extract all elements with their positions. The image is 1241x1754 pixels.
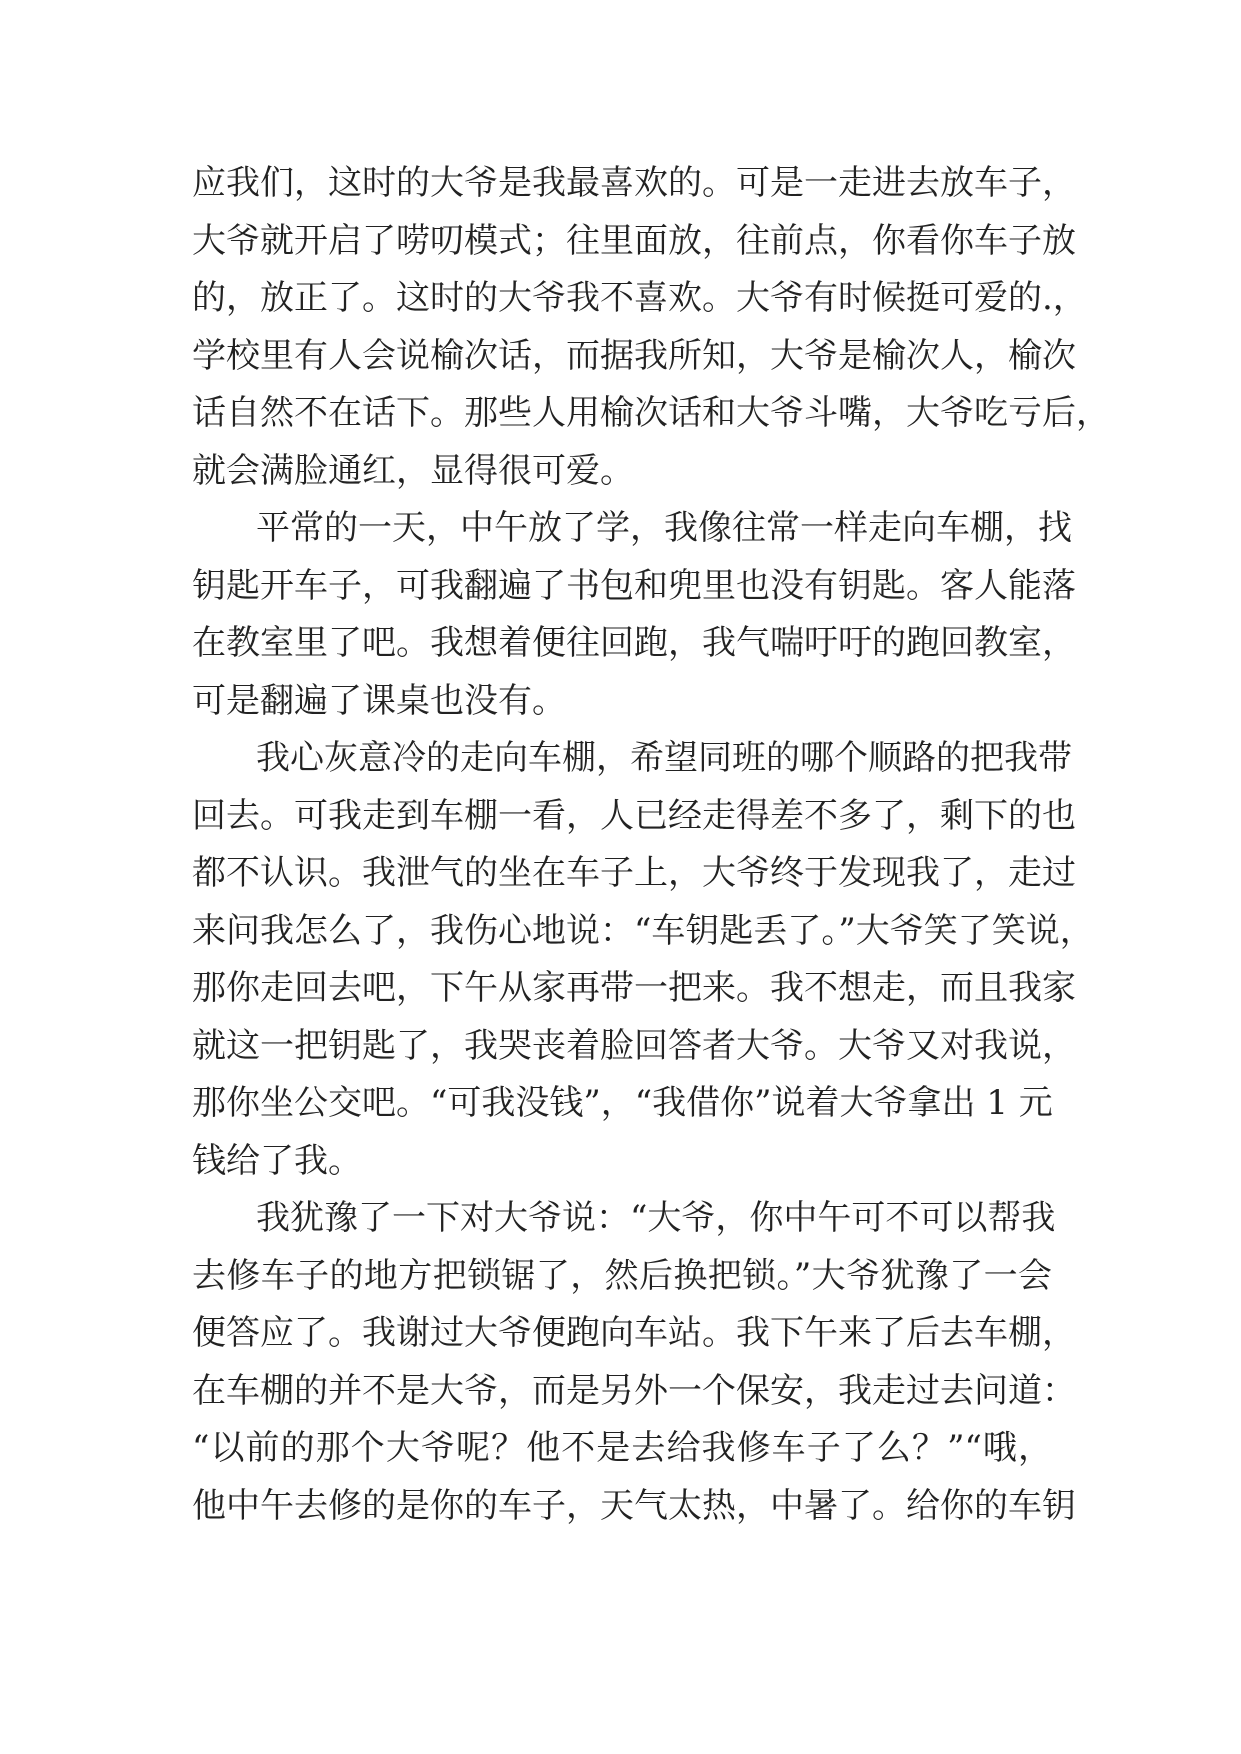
text-line: 那你坐公交吧。“可我没钱”，“我借你”说着大爷拿出 1 元 [192,1083,1053,1123]
paragraph-first-line: 我犹豫了一下对大爷说：“大爷，你中午可不可以帮我 [256,1198,1056,1238]
text-line: 应我们，这时的大爷是我最喜欢的。可是一走进去放车子， [192,163,1076,203]
text-line: 便答应了。我谢过大爷便跑向车站。我下午来了后去车棚， [192,1313,1076,1353]
text-line: “以前的那个大爷呢？他不是去给我修车子了么？”“哦， [192,1428,1052,1468]
text-line: 钥匙开车子，可我翻遍了书包和兜里也没有钥匙。客人能落 [192,565,1076,606]
paragraph-first-line: 我心灰意冷的走向车棚，希望同班的哪个顺路的把我带 [256,738,1072,778]
text-line: 就会满脸通红，显得很可爱。 [192,450,634,491]
text-line: 大爷就开启了唠叨模式；往里面放，往前点，你看你车子放 [192,220,1076,261]
text-line: 钱给了我。 [192,1140,362,1181]
text-line: 那你走回去吧，下午从家再带一把来。我不想走，而且我家 [192,968,1076,1008]
text-line: 在车棚的并不是大爷，而是另外一个保安，我走过去问道： [192,1370,1076,1411]
text-line: 他中午去修的是你的车子，天气太热，中暑了。给你的车钥 [192,1485,1076,1526]
text-line: 就这一把钥匙了，我哭丧着脸回答者大爷。大爷又对我说， [192,1025,1076,1066]
text-line: 学校里有人会说榆次话，而据我所知，大爷是榆次人，榆次 [192,335,1076,376]
body-text [192,155,1110,1535]
text-line: 回去。可我走到车棚一看，人已经走得差不多了，剩下的也 [192,795,1076,836]
text-line: 都不认识。我泄气的坐在车子上，大爷终于发现我了，走过 [192,853,1076,893]
text-line: 去修车子的地方把锁锯了，然后换把锁。”大爷犹豫了一会 [192,1255,1052,1296]
paragraph-first-line: 平常的一天，中午放了学，我像往常一样走向车棚，找 [256,508,1072,548]
text-line: 来问我怎么了，我伤心地说：“车钥匙丢了。”大爷笑了笑说， [192,910,1094,951]
text-line: 可是翻遍了课桌也没有。 [192,680,566,721]
text-line: 的，放正了。这时的大爷我不喜欢。大爷有时候挺可爱的.， [192,278,1087,318]
text-line: 话自然不在话下。那些人用榆次话和大爷斗嘴，大爷吃亏后， [192,393,1110,433]
text-line: 在教室里了吧。我想着便往回跑，我气喘吁吁的跑回教室， [192,623,1076,663]
